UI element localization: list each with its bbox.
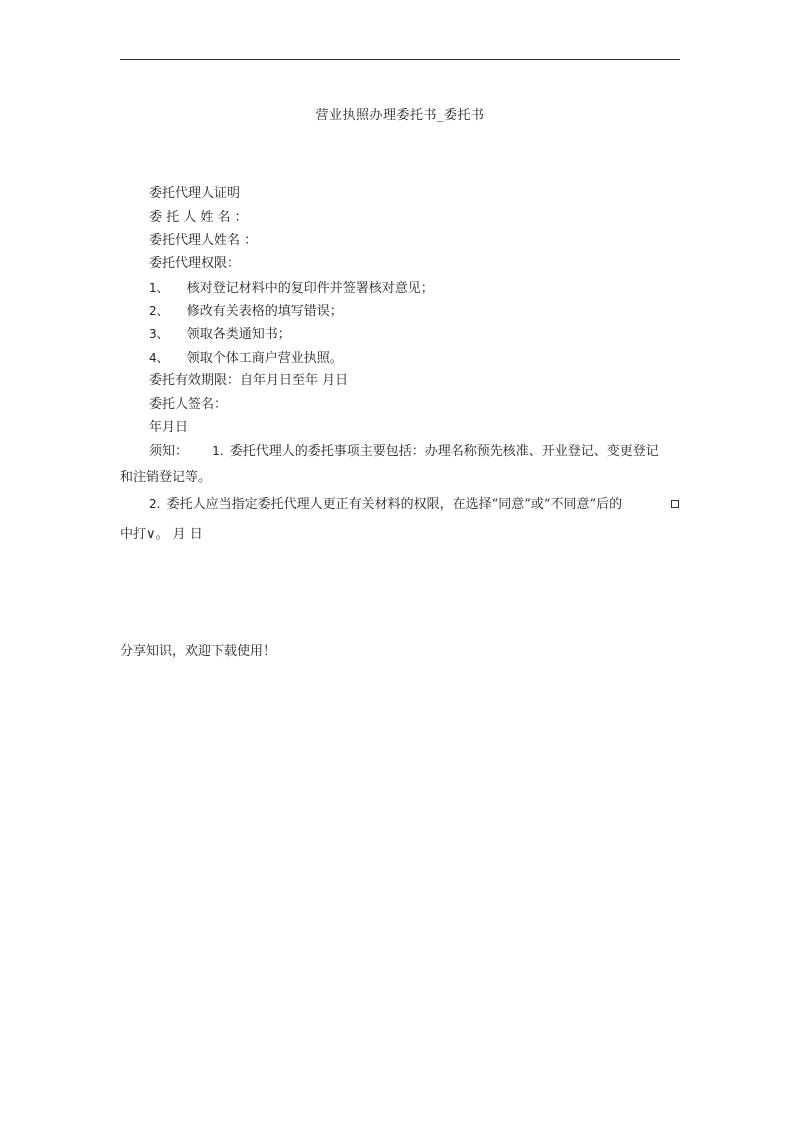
notice-number: 1. bbox=[212, 444, 224, 458]
checkbox-square bbox=[671, 500, 679, 508]
notice-text: 委托人应当指定委托代理人更正有关材料的权限，在选择“同意”或“不同意”后的 bbox=[166, 497, 623, 512]
notice-number: 2. bbox=[149, 497, 161, 511]
list-item-number: 4、 bbox=[149, 351, 169, 365]
notice-line-2-continued: 中打∨。 月 日 bbox=[120, 527, 203, 542]
notice-line-1 bbox=[149, 442, 659, 461]
notice-line-1-continued: 和注销登记等。 bbox=[120, 470, 212, 485]
notice-line-2 bbox=[149, 495, 622, 514]
list-item-text: 修改有关表格的填写错误； bbox=[186, 304, 343, 319]
list-item-number: 2、 bbox=[149, 304, 169, 318]
checkbox-icon bbox=[671, 495, 679, 513]
text-line-signature: 委托人签名： bbox=[149, 397, 228, 412]
list-item bbox=[149, 279, 434, 298]
list-item bbox=[149, 349, 343, 368]
list-item-text: 领取个体工商户营业执照。 bbox=[186, 351, 343, 366]
list-item bbox=[149, 302, 343, 321]
list-item-number: 1、 bbox=[149, 281, 169, 295]
text-line-principal-name: 委 托 人 姓 名 ： bbox=[149, 210, 248, 225]
footer-text: 分享知识，欢迎下载使用！ bbox=[120, 644, 277, 659]
notice-label: 须知： bbox=[149, 444, 189, 459]
list-item bbox=[149, 325, 291, 344]
text-line-authority: 委托代理权限： bbox=[149, 256, 241, 271]
list-item-text: 核对登记材料中的复印件并签署核对意见； bbox=[186, 281, 434, 296]
text-line-agent-name: 委托代理人姓名 ： bbox=[149, 233, 258, 248]
text-line-proxy-cert: 委托代理人证明 bbox=[149, 186, 241, 201]
notice-text: 委托代理人的委托事项主要包括：办理名称预先核准、开业登记、变更登记 bbox=[229, 444, 659, 459]
document-title: 营业执照办理委托书_委托书 bbox=[315, 108, 485, 123]
text-line-validity: 委托有效期限：自年月日至年 月日 bbox=[149, 373, 349, 388]
list-item-text: 领取各类通知书； bbox=[186, 327, 291, 342]
header-rule bbox=[120, 59, 680, 60]
text-line-date: 年月日 bbox=[149, 420, 189, 435]
list-item-number: 3、 bbox=[149, 327, 169, 341]
